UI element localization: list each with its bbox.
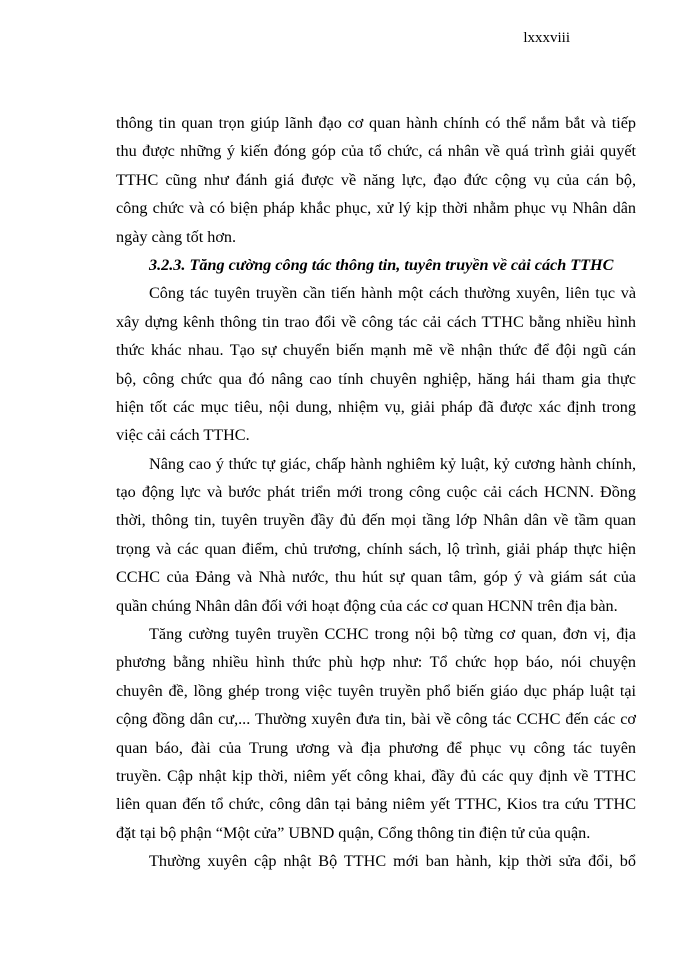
paragraph (116, 109, 636, 251)
text-line: Thường xuyên cập nhật Bộ TTHC mới ban hành, kịp thời sửa đổi, bổ (149, 852, 636, 871)
text-line: việc cải cách TTHC. (116, 426, 250, 445)
text-line: CCHC của Đảng và Nhà nước, thu hút sự quan tâm, góp ý và giám sát của (116, 568, 636, 587)
section-heading (116, 251, 636, 279)
text-line: cộng đồng dân cư,... Thường xuyên đưa tin, bài về công tác CCHC đến các cơ (116, 710, 636, 729)
page-number: lxxxviii (523, 30, 570, 46)
text-line: chuyên đề, lồng ghép trong việc tuyên truyền phổ biến giáo dục pháp luật tại (116, 681, 636, 700)
text-line: tạo động lực và bước phát triển mới trong công cuộc cải cách HCNN. Đồng (116, 483, 636, 502)
text-line: truyền. Cập nhật kịp thời, niêm yết công khai, đầy đủ các quy định về TTHC (116, 766, 636, 785)
text-line: hiện tốt các mục tiêu, nội dung, nhiệm vụ, giải pháp đã được xác định trong (116, 397, 636, 416)
text-line: TTHC cũng như đánh giá được về năng lực, đạo đức cộng vụ của cán bộ, (116, 170, 636, 189)
text-line: thông tin quan trọn giúp lãnh đạo cơ quan hành chính có thể nắm bắt và tiếp (116, 114, 636, 132)
paragraph (116, 279, 636, 449)
text-line: quần chúng Nhân dân đối với hoạt động của các cơ quan HCNN trên địa bàn. (116, 596, 618, 615)
document-body (116, 109, 636, 876)
text-line: thu được những ý kiến đóng góp của tổ chức, cá nhân về quá trình giải quyết (116, 142, 636, 161)
text-line: công chức và có biện pháp khắc phục, xử lý kịp thời nhằm phục vụ Nhân dân (116, 199, 636, 218)
text-line: Tăng cường tuyên truyền CCHC trong nội bộ từng cơ quan, đơn vị, địa (149, 625, 636, 644)
text-line: liên quan đến tổ chức, công dân tại bảng niêm yết TTHC, Kios tra cứu TTHC (116, 795, 636, 814)
text-line: đặt tại bộ phận “Một cửa” UBND quận, Cổng thông tin điện tử của quận. (116, 823, 591, 842)
text-line: Công tác tuyên truyền cần tiến hành một cách thường xuyên, liên tục và (149, 284, 636, 303)
text-line: quan báo, đài của Trung ương và địa phương để phục vụ công tác tuyên (116, 738, 636, 757)
paragraph (116, 847, 636, 875)
paragraph (116, 620, 636, 847)
text-line: trọng và các quan điểm, chủ trương, chính sách, lộ trình, giải pháp thực hiện (116, 539, 636, 558)
text-line: bộ, công chức qua đó nâng cao tính chuyên nghiệp, hăng hái tham gia thực (116, 369, 636, 388)
heading-text: 3.2.3. Tăng cường công tác thông tin, tuyên truyền về cải cách TTHC (149, 255, 614, 274)
text-line: Nâng cao ý thức tự giác, chấp hành nghiêm kỷ luật, kỷ cương hành chính, (149, 454, 636, 473)
text-line: ngày càng tốt hơn. (116, 227, 237, 246)
text-line: thời, thông tin, tuyên truyền đầy đủ đến mọi tầng lớp Nhân dân về tầm quan (116, 511, 636, 530)
paragraph (116, 450, 636, 620)
text-line: thức khác nhau. Tạo sự chuyển biến mạnh mẽ về nhận thức để đội ngũ cán (116, 341, 636, 360)
text-line: phương bằng nhiều hình thức phù hợp như: Tổ chức họp báo, nói chuyện (116, 653, 636, 672)
text-line: xây dựng kênh thông tin trao đổi về công tác cải cách TTHC bằng nhiều hình (116, 312, 636, 331)
